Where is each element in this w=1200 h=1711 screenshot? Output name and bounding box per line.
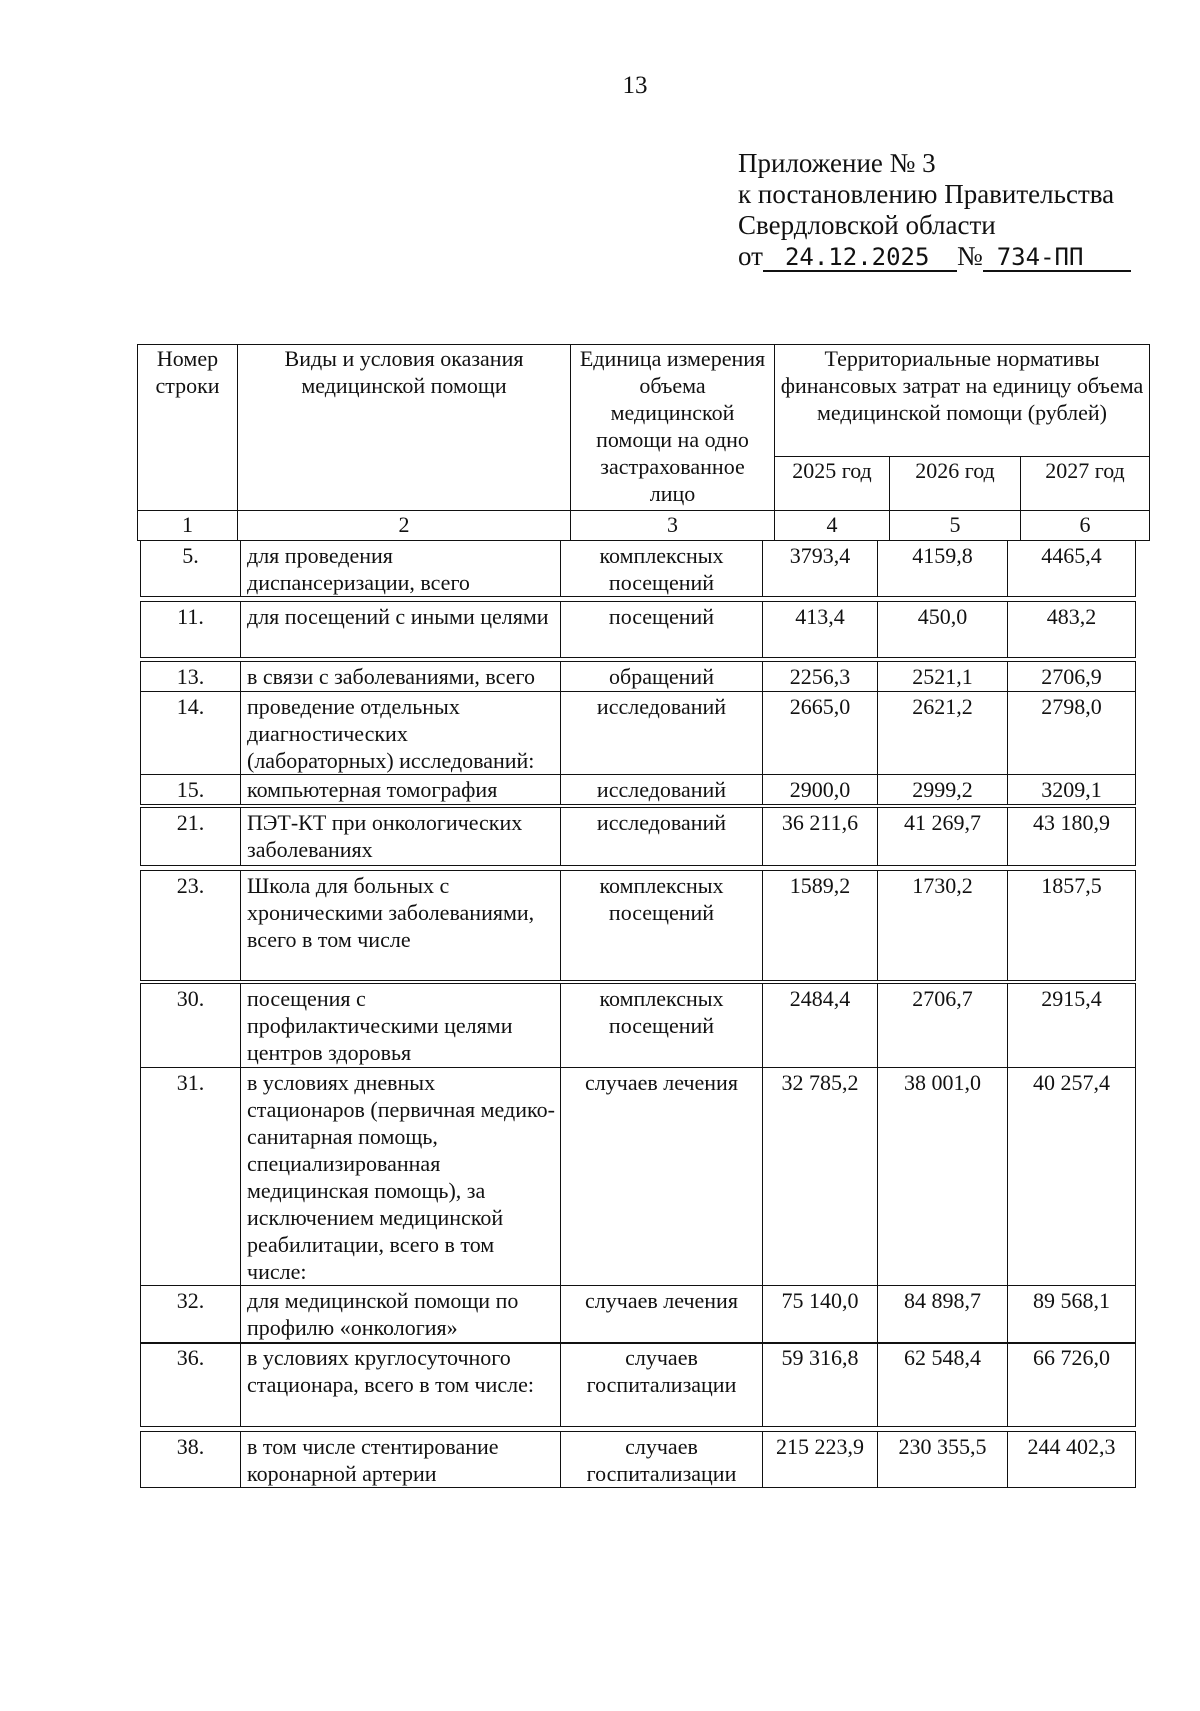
header-num: Номер строки [138,345,238,511]
table-section [140,1431,1136,1488]
row-type: в том числе стентирование коронарной артерии [241,1432,561,1488]
row-value-2026: 1730,2 [878,871,1008,981]
decree-date: 24.12.2025 [763,244,957,272]
row-type: Школа для больных с хроническими заболеваниями, всего в том числе [241,871,561,981]
row-number: 13. [141,662,241,692]
table-row [141,541,1136,597]
row-type: в условиях круглосуточного стационара, всего в том числе: [241,1343,561,1427]
row-unit: комплексных посещений [561,541,763,597]
table-section [140,601,1136,658]
row-value-2025: 36 211,6 [763,808,878,866]
row-value-2025: 215 223,9 [763,1432,878,1488]
table-row [141,1432,1136,1488]
appendix-block [738,148,1131,272]
row-type: проведение отдельных диагностических (лабораторных) исследований: [241,692,561,775]
row-type: для медицинской помощи по профилю «онкология» [241,1286,561,1344]
row-unit: исследований [561,808,763,866]
row-value-2027: 2798,0 [1008,692,1136,775]
col-number-1: 1 [138,511,238,541]
header-unit: Единица измерения объема медицинской помощи на одно застрахованное лицо [571,345,775,511]
row-number: 11. [141,602,241,658]
row-value-2026: 4159,8 [878,541,1008,597]
row-value-2025: 32 785,2 [763,1068,878,1286]
row-value-2025: 413,4 [763,602,878,658]
col-number-2: 2 [238,511,571,541]
row-value-2025: 2665,0 [763,692,878,775]
table-section [140,807,1136,866]
row-number: 15. [141,775,241,805]
row-value-2027: 66 726,0 [1008,1343,1136,1427]
row-value-2026: 84 898,7 [878,1286,1008,1344]
table-row [141,1068,1136,1286]
row-number: 30. [141,984,241,1068]
row-value-2026: 62 548,4 [878,1343,1008,1427]
table-row [141,1343,1136,1427]
row-value-2026: 230 355,5 [878,1432,1008,1488]
row-value-2026: 2521,1 [878,662,1008,692]
row-value-2025: 59 316,8 [763,1343,878,1427]
row-value-2025: 75 140,0 [763,1286,878,1344]
table-row [141,984,1136,1068]
row-number: 32. [141,1286,241,1344]
decree-number: 734-ПП [983,244,1131,272]
row-value-2026: 450,0 [878,602,1008,658]
row-type: в связи с заболеваниями, всего [241,662,561,692]
table-row [141,662,1136,692]
row-value-2025: 2484,4 [763,984,878,1068]
row-number: 36. [141,1343,241,1427]
col-number-4: 4 [775,511,890,541]
header-2025: 2025 год [775,457,890,511]
row-value-2027: 2706,9 [1008,662,1136,692]
from-label: от [738,241,763,271]
page-number: 13 [622,72,648,99]
row-type: посещения с профилактическими целями центров здоровья [241,984,561,1068]
row-unit: комплексных посещений [561,984,763,1068]
row-unit: исследований [561,692,763,775]
row-value-2026: 2706,7 [878,984,1008,1068]
row-unit: случаев лечения [561,1068,763,1286]
row-value-2026: 38 001,0 [878,1068,1008,1286]
row-value-2026: 2621,2 [878,692,1008,775]
row-type: ПЭТ-КТ при онкологических заболеваниях [241,808,561,866]
table-row [141,871,1136,981]
table-row [141,808,1136,866]
row-value-2025: 1589,2 [763,871,878,981]
row-number: 14. [141,692,241,775]
row-unit: посещений [561,602,763,658]
table-section [140,870,1136,981]
table-row [141,692,1136,775]
row-value-2027: 2915,4 [1008,984,1136,1068]
row-value-2027: 43 180,9 [1008,808,1136,866]
row-value-2025: 2256,3 [763,662,878,692]
col-number-5: 5 [890,511,1021,541]
table-section [140,1342,1136,1427]
row-unit: обращений [561,662,763,692]
appendix-decree: к постановлению Правительства [738,179,1115,209]
row-value-2027: 244 402,3 [1008,1432,1136,1488]
table-section [140,661,1136,805]
row-unit: исследований [561,775,763,805]
header-types: Виды и условия оказания медицинской помощи [238,345,571,511]
table-row [141,1286,1136,1344]
row-type: для посещений с иными целями [241,602,561,658]
row-value-2027: 3209,1 [1008,775,1136,805]
table-section [140,540,1136,597]
row-number: 23. [141,871,241,981]
row-number: 31. [141,1068,241,1286]
table-row [141,775,1136,805]
row-value-2027: 40 257,4 [1008,1068,1136,1286]
row-value-2025: 2900,0 [763,775,878,805]
row-number: 5. [141,541,241,597]
row-value-2027: 1857,5 [1008,871,1136,981]
appendix-date-number [738,241,1131,272]
number-sign: № [956,241,983,271]
table-section [140,983,1136,1344]
appendix-region: Свердловской области [738,210,996,240]
header-2026: 2026 год [890,457,1021,511]
row-unit: случаев лечения [561,1286,763,1344]
header-norms: Территориальные нормативы финансовых затрат на единицу объема медицинской помощи (рублей) [775,345,1150,457]
row-value-2027: 4465,4 [1008,541,1136,597]
header-table [137,344,1150,541]
row-number: 21. [141,808,241,866]
row-value-2026: 41 269,7 [878,808,1008,866]
row-number: 38. [141,1432,241,1488]
row-type: компьютерная томография [241,775,561,805]
appendix-title: Приложение № 3 [738,148,936,178]
row-value-2027: 483,2 [1008,602,1136,658]
row-unit: комплексных посещений [561,871,763,981]
row-value-2027: 89 568,1 [1008,1286,1136,1344]
row-value-2026: 2999,2 [878,775,1008,805]
row-type: для проведения диспансеризации, всего [241,541,561,597]
col-number-3: 3 [571,511,775,541]
table-row [141,602,1136,658]
row-value-2025: 3793,4 [763,541,878,597]
header-2027: 2027 год [1021,457,1150,511]
row-unit: случаев госпитализации [561,1343,763,1427]
col-number-6: 6 [1021,511,1150,541]
row-type: в условиях дневных стационаров (первичная медико-санитарная помощь, специализированная медицинская помощь), за исключением медицинской реабилитации, всего в том числе: [241,1068,561,1286]
row-unit: случаев госпитализации [561,1432,763,1488]
